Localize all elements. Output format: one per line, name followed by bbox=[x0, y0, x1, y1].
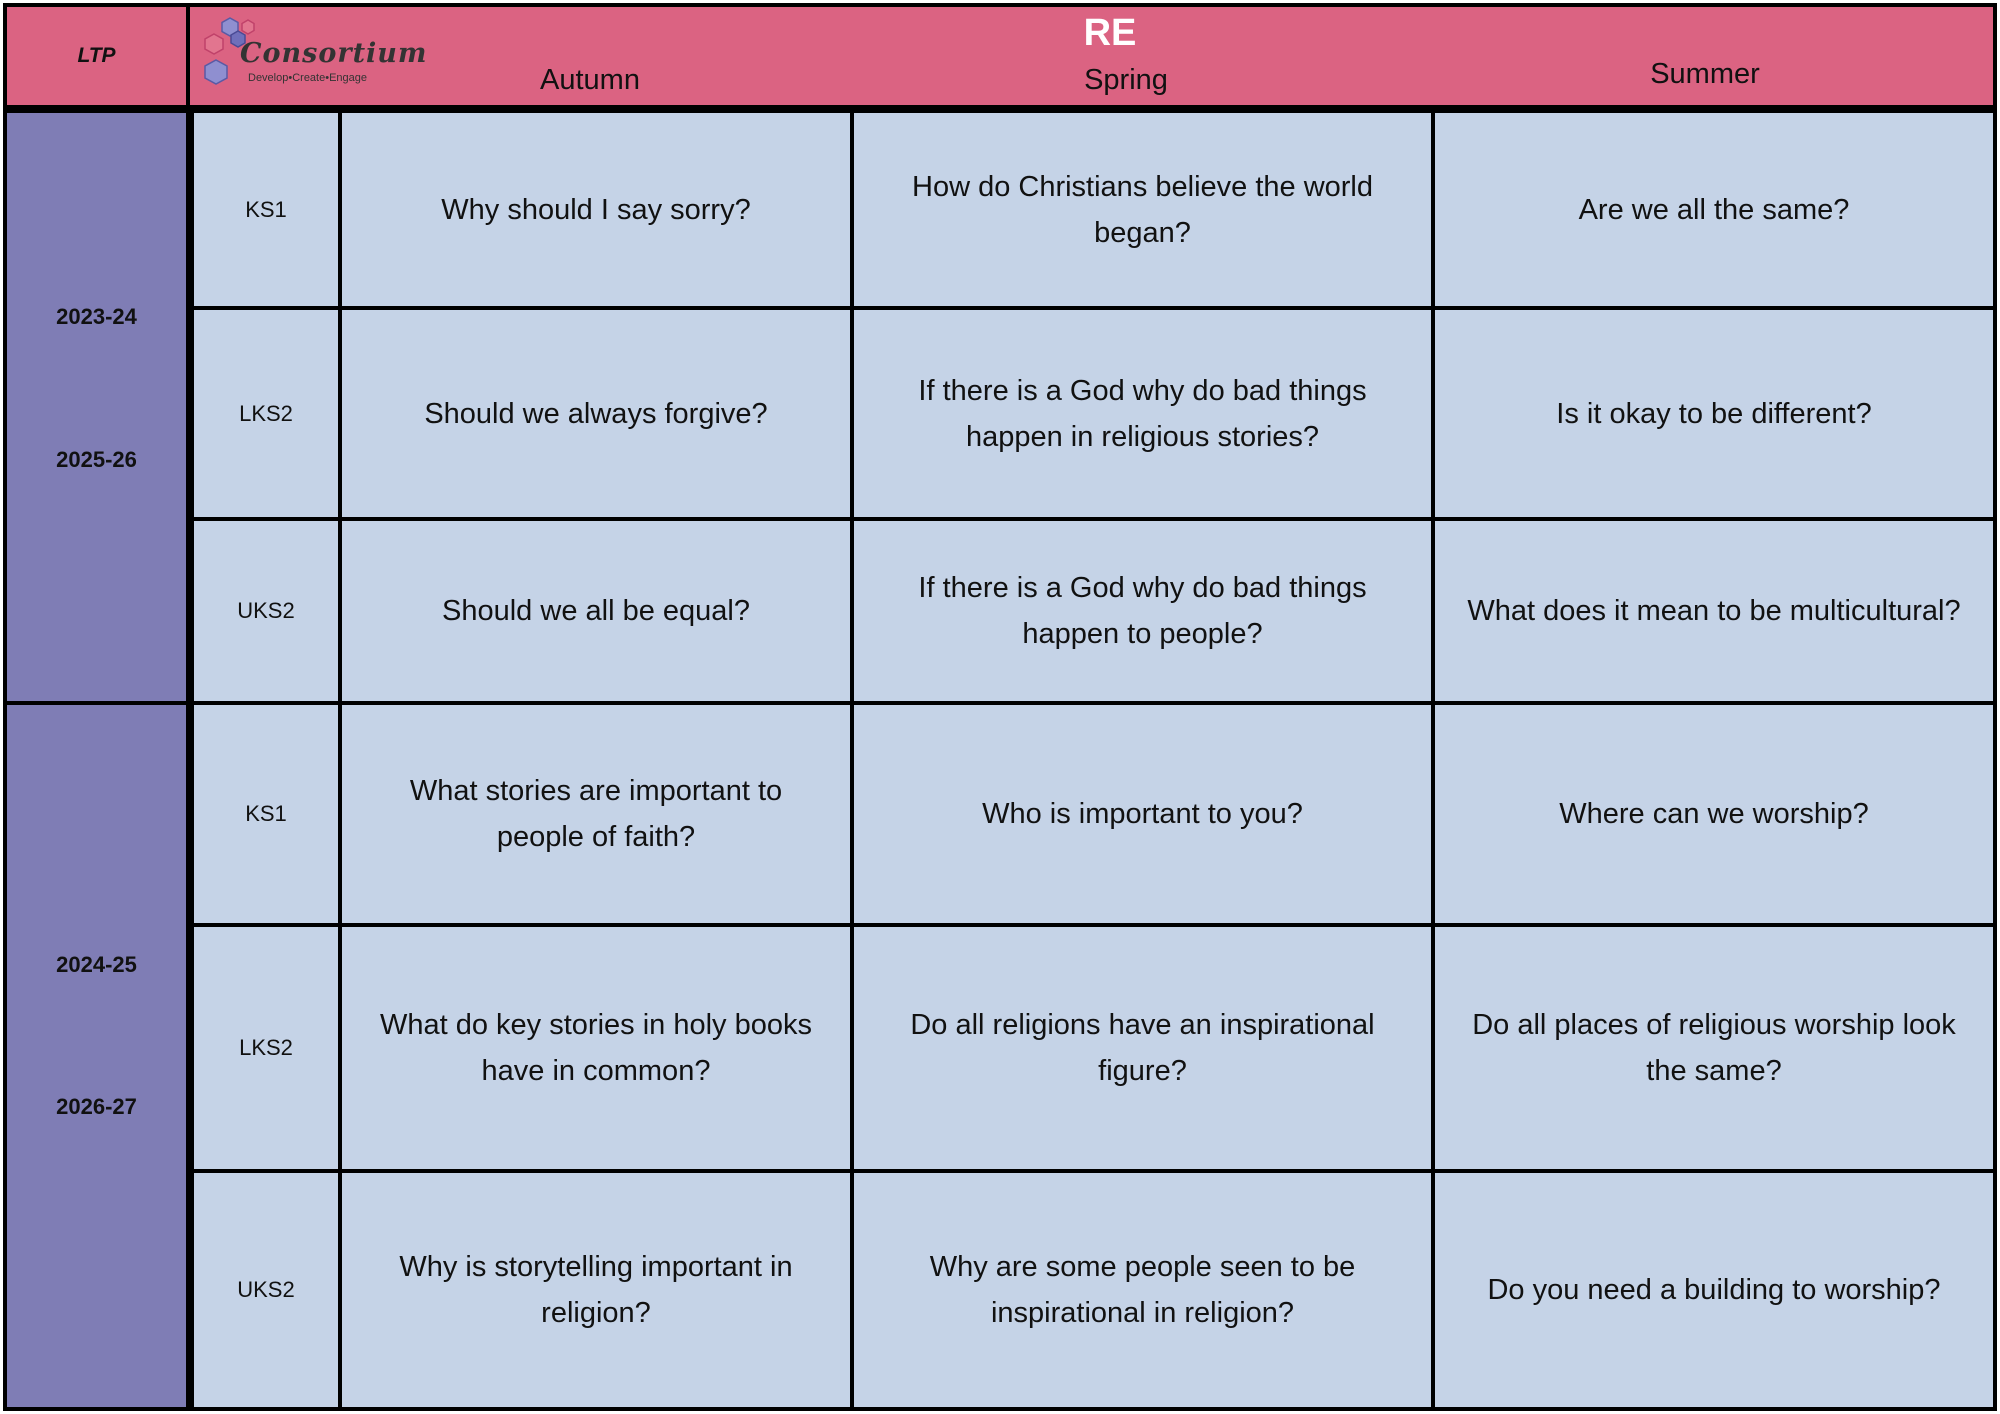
topic-cell-summer: Where can we worship? bbox=[1431, 701, 1997, 927]
topic-cell-summer: What does it mean to be multicultural? bbox=[1431, 517, 1997, 705]
topic-cell-autumn: Why is storytelling important in religion? bbox=[338, 1169, 854, 1411]
topic-cell-spring: If there is a God why do bad things happen in religious stories? bbox=[850, 306, 1435, 521]
topic-cell-autumn: What stories are important to people of faith? bbox=[338, 701, 854, 927]
term-heading-summer: Summer bbox=[1650, 58, 1760, 90]
year-label: 2024-25 bbox=[56, 952, 137, 977]
topic-cell-autumn: Should we all be equal? bbox=[338, 517, 854, 705]
topic-cell-spring: Why are some people seen to be inspirational in religion? bbox=[850, 1169, 1435, 1411]
topic-cell-autumn: Should we always forgive? bbox=[338, 306, 854, 521]
year-block-cycle-b bbox=[3, 701, 190, 1411]
year-block-cycle-a bbox=[3, 109, 190, 705]
logo-wordmark: Consortium bbox=[240, 38, 428, 69]
year-label: 2026-27 bbox=[56, 1094, 137, 1119]
year-label: 2025-26 bbox=[56, 447, 137, 472]
key-stage-cell: LKS2 bbox=[190, 306, 342, 521]
key-stage-cell: LKS2 bbox=[190, 923, 342, 1173]
key-stage-cell: KS1 bbox=[190, 109, 342, 310]
term-heading-autumn: Autumn bbox=[540, 64, 640, 96]
ltp-label: LTP bbox=[77, 44, 116, 67]
topic-cell-spring: If there is a God why do bad things happen to people? bbox=[850, 517, 1435, 705]
key-stage-cell: UKS2 bbox=[190, 1169, 342, 1411]
term-heading-spring: Spring bbox=[1084, 64, 1168, 96]
subject-title: RE bbox=[1083, 12, 1137, 54]
topic-cell-spring: Do all religions have an inspirational figure? bbox=[850, 923, 1435, 1173]
topic-cell-autumn: What do key stories in holy books have in common? bbox=[338, 923, 854, 1173]
topic-cell-summer: Are we all the same? bbox=[1431, 109, 1997, 310]
ltp-header-cell bbox=[3, 3, 190, 109]
key-stage-cell: KS1 bbox=[190, 701, 342, 927]
topic-cell-spring: How do Christians believe the world began? bbox=[850, 109, 1435, 310]
topic-cell-spring: Who is important to you? bbox=[850, 701, 1435, 927]
year-label: 2023-24 bbox=[56, 304, 137, 329]
topic-cell-summer: Is it okay to be different? bbox=[1431, 306, 1997, 521]
topic-cell-summer: Do all places of religious worship look the same? bbox=[1431, 923, 1997, 1173]
logo-tagline: Develop•Create•Engage bbox=[248, 72, 368, 84]
key-stage-cell: UKS2 bbox=[190, 517, 342, 705]
topic-cell-autumn: Why should I say sorry? bbox=[338, 109, 854, 310]
topic-cell-summer: Do you need a building to worship? bbox=[1431, 1169, 1997, 1411]
